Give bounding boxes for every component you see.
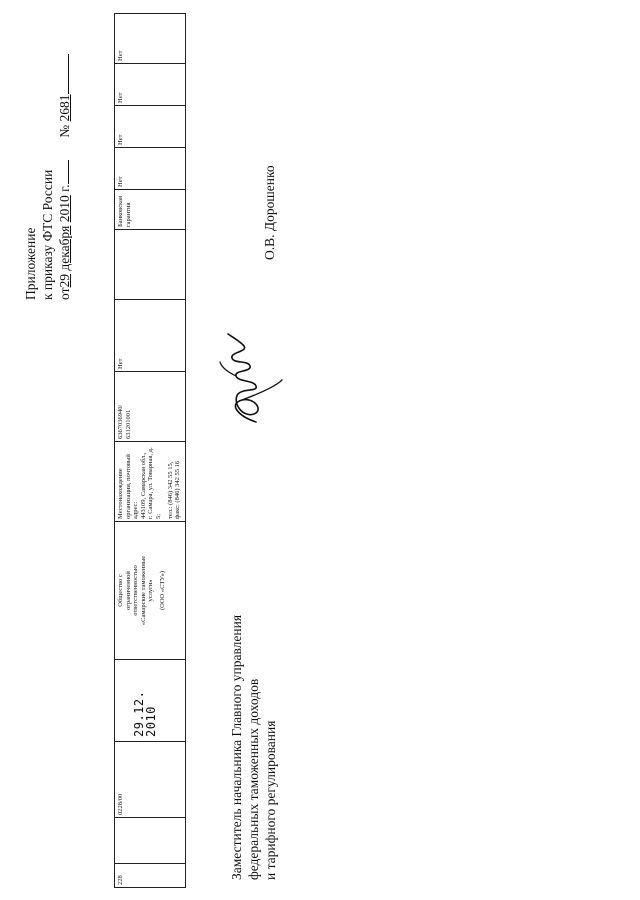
order-number: 2681 [57,94,72,122]
cell-col9: Нет [115,148,186,190]
cell-col6: Нет [115,300,186,372]
order-date-number: от29 декабря 2010 г. № 2681 [56,10,73,300]
cell-date: 29.12. 2010 [115,660,186,742]
appendix-header [22,10,73,300]
order-day: 29 [57,274,72,288]
cell-col11: Нет [115,64,186,106]
cell-col10: Нет [115,106,186,148]
cell-reg-no: 0228/00 [115,742,186,818]
cell-col7 [115,230,186,300]
signatory-title: Заместитель начальника Главного управления федеральных таможенных доходов и тарифного регулирования [229,614,278,880]
cell-address: Местонахождение организации, почтовый адрес: 443109, Самарская обл., г. Самара, ул. Товарная, д. 5; тел.: (846) 342 55 15, факс: (846) 342 55 16 [115,442,186,522]
cell-inn-kpp: 6367036940/ 631201001 [115,372,186,442]
table-row [115,14,186,888]
order-year: 2010 [57,195,72,223]
cell-num: 228 [115,864,186,888]
cell-organization: Общество с ограниченной ответственностью «Самарские таможенные услуги» (ООО «СТУ») [115,522,186,660]
order-reference: к приказу ФТС России [40,169,55,300]
cell-col12: Нет [115,14,186,64]
signer-name: О.В. Дорошенко [262,165,277,260]
cell-empty [115,818,186,864]
registry-table [114,42,186,888]
cell-guarantee: Банковская гарантия [115,190,186,230]
appendix-title: Приложение [23,227,38,300]
order-month: декабря [57,225,72,271]
handwritten-signature [198,330,288,430]
